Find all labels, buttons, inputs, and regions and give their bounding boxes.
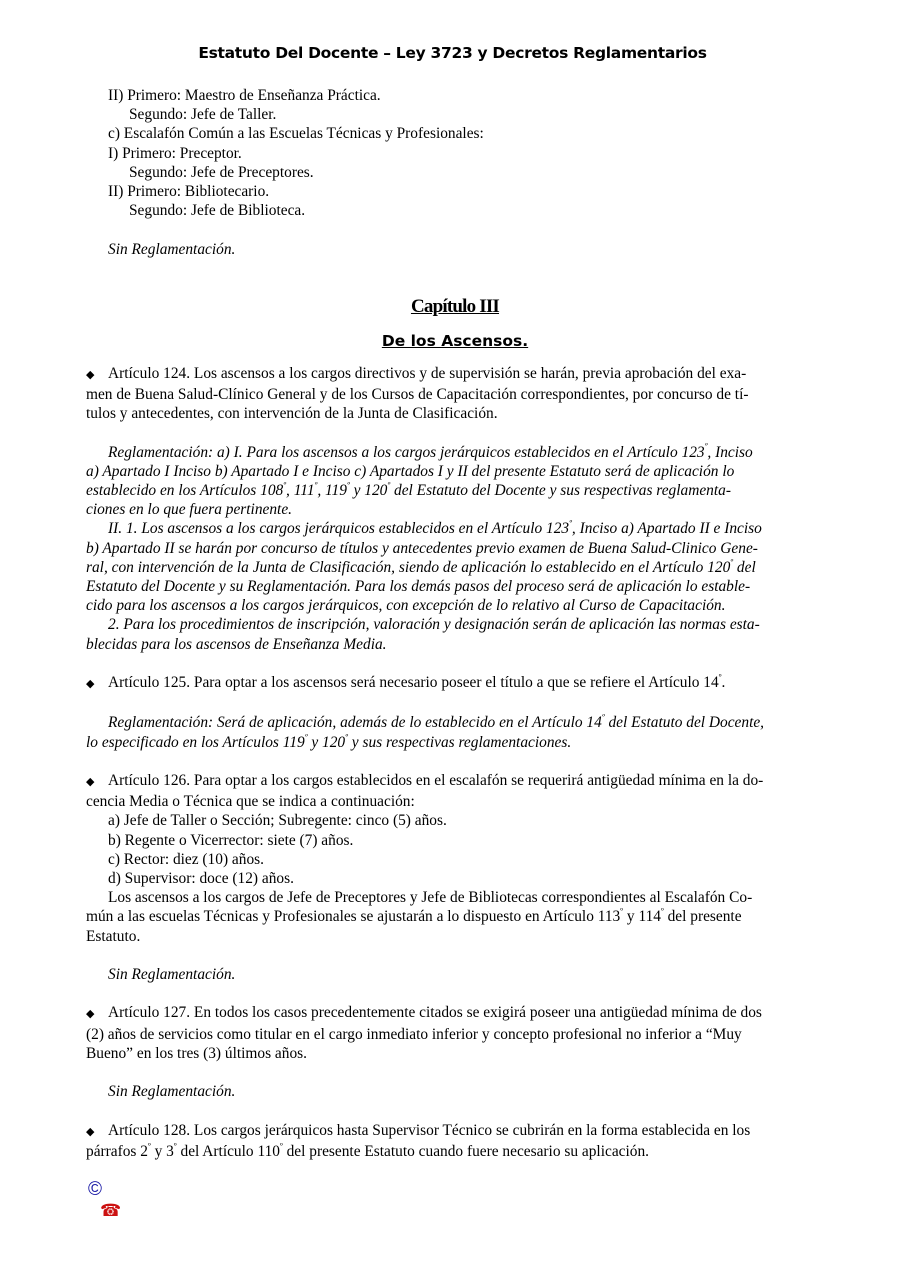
- bullet-diamond-icon: ◆: [86, 678, 95, 691]
- list-item: c) Escalafón Común a las Escuelas Técnicas y Profesionales:: [108, 125, 484, 143]
- article-line: (2) años de servicios como titular en el cargo inmediato inferior y concepto profesional no inferior a “Muy: [86, 1025, 742, 1043]
- article-line: Artículo 125. Para optar a los ascensos será necesario poseer el título a que se refiere el Artículo $14^º$.: [108, 671, 726, 692]
- article-line: Artículo 124. Los ascensos a los cargos directivos y de supervisión se harán, previa aprobación del exa-: [108, 364, 747, 382]
- article-line: Estatuto.: [86, 927, 141, 945]
- bullet-diamond-icon: ◆: [86, 1125, 95, 1138]
- reglamentacion-124: [86, 443, 824, 654]
- article-line: Artículo 128. Los cargos jerárquicos hasta Supervisor Técnico se cubrirán en la forma establecida en los: [108, 1121, 751, 1139]
- sin-reglamentacion-note: Sin Reglamentación.: [108, 966, 236, 984]
- document-body: [86, 0, 824, 1161]
- article-line: men de Buena Salud-Clínico General y de los Cursos de Capacitación correspondientes, por concurso de tí-: [86, 386, 749, 404]
- article-127: [86, 1003, 824, 1063]
- list-item: Segundo: Jefe de Biblioteca.: [129, 202, 306, 220]
- chapter-subtitle: De los Ascensos.: [381, 331, 529, 350]
- top-list: [86, 86, 824, 220]
- article-line: mún a las escuelas Técnicas y Profesionales se ajustarán a lo dispuesto en Artículo $113^º$ y $114^º$ del presente: [86, 906, 742, 926]
- page-footer: [88, 1180, 121, 1222]
- article-line: tulos y antecedentes, con intervención de la Junta de Clasificación.: [86, 405, 498, 423]
- telephone-icon: ☎: [100, 1201, 122, 1220]
- bullet-diamond-icon: ◆: [86, 776, 95, 789]
- article-124: [86, 364, 824, 424]
- reglamentacion-line: b) Apartado II se harán por concurso de títulos y antecedentes previo examen de Buena Salud-Clinico Gene-: [86, 539, 758, 557]
- article-128: [86, 1121, 824, 1161]
- list-item: b) Regente o Vicerrector: siete (7) años.: [108, 831, 354, 849]
- list-item: d) Supervisor: doce (12) años.: [108, 870, 294, 888]
- reglamentacion-line: Reglamentación: Será de aplicación, además de lo establecido en el Artículo $14^º$ del Estatuto del Docente,: [108, 712, 765, 732]
- reglamentacion-line: ciones en lo que fuera pertinente.: [86, 501, 293, 519]
- reglamentacion-line: blecidas para los ascensos de Enseñanza Media.: [86, 635, 387, 653]
- reglamentacion-line: II. 1. Los ascensos a los cargos jerárquicos establecidos en el Artículo $123^º$, Inciso a) Apartado II e Inciso: [108, 518, 762, 538]
- list-item: Segundo: Jefe de Preceptores.: [129, 163, 314, 181]
- page-header-title: Estatuto Del Docente – Ley 3723 y Decretos Reglamentarios: [198, 44, 707, 62]
- reglamentacion-125: [86, 713, 824, 751]
- article-line: Artículo 127. En todos los casos precedentemente citados se exigirá poseer una antigüedad mínima de dos: [108, 1004, 762, 1022]
- reglamentacion-line: a) Apartado I Inciso b) Apartado I e Inciso c) Apartados I y II del presente Estatuto será de aplicación lo: [86, 462, 735, 480]
- reglamentacion-line: ral, con intervención de la Junta de Clasificación, siendo de aplicación lo establecido en el Artículo $120^º$ del: [86, 556, 756, 576]
- list-item: Segundo: Jefe de Taller.: [129, 106, 277, 124]
- bullet-diamond-icon: ◆: [86, 1008, 95, 1021]
- reglamentacion-line: 2. Para los procedimientos de inscripción, valoración y designación serán de aplicación las normas esta-: [108, 616, 760, 634]
- reglamentacion-line: Reglamentación: a) I. Para los ascensos a los cargos jerárquicos establecidos en el Artículo $123^º$, Inciso: [108, 441, 753, 461]
- article-line: cencia Media o Técnica que se indica a continuación:: [86, 793, 415, 811]
- article-line: Bueno” en los tres (3) últimos años.: [86, 1044, 307, 1062]
- copyright-icon: ©: [88, 1179, 102, 1200]
- sin-reglamentacion-note: Sin Reglamentación.: [108, 1083, 236, 1101]
- reglamentacion-line: cido para los ascensos a los cargos jerárquicos, con excepción de lo relativo al Curso de Capacitación.: [86, 597, 726, 615]
- article-125: [86, 673, 824, 694]
- article-line: Los ascensos a los cargos de Jefe de Preceptores y Jefe de Bibliotecas correspondientes al Escalafón Co-: [108, 889, 753, 907]
- list-item: II) Primero: Maestro de Enseñanza Práctica.: [108, 87, 381, 104]
- reglamentacion-line: establecido en los Artículos $108^º$, $111^º$, $119^º$ y $120^º$ del Estatuto del Docente y sus respectivas reglamenta-: [86, 479, 731, 500]
- list-item: a) Jefe de Taller o Sección; Subregente: cinco (5) años.: [108, 812, 447, 830]
- reglamentacion-line: Estatuto del Docente y su Reglamentación. Para los demás pasos del proceso será de aplicación lo estable-: [86, 578, 751, 596]
- list-item: c) Rector: diez (10) años.: [108, 850, 264, 868]
- reglamentacion-line: lo especificado en los Artículos $119^º$ y $120^º$ y sus respectivas reglamentaciones.: [86, 731, 572, 751]
- sin-reglamentacion-note: Sin Reglamentación.: [108, 240, 236, 258]
- list-item: II) Primero: Bibliotecario.: [108, 183, 270, 201]
- article-line: párrafos $2^º$ y $3^º$ del Artículo $110^º$ del presente Estatuto cuando fuere necesario su aplicación.: [86, 1140, 649, 1160]
- list-item: I) Primero: Preceptor.: [108, 144, 242, 162]
- article-126: [86, 771, 824, 946]
- bullet-diamond-icon: ◆: [86, 368, 95, 381]
- chapter-title: Capítulo III: [410, 295, 500, 317]
- article-line: Artículo 126. Para optar a los cargos establecidos en el escalafón se requerirá antigüedad mínima en la do-: [108, 772, 764, 790]
